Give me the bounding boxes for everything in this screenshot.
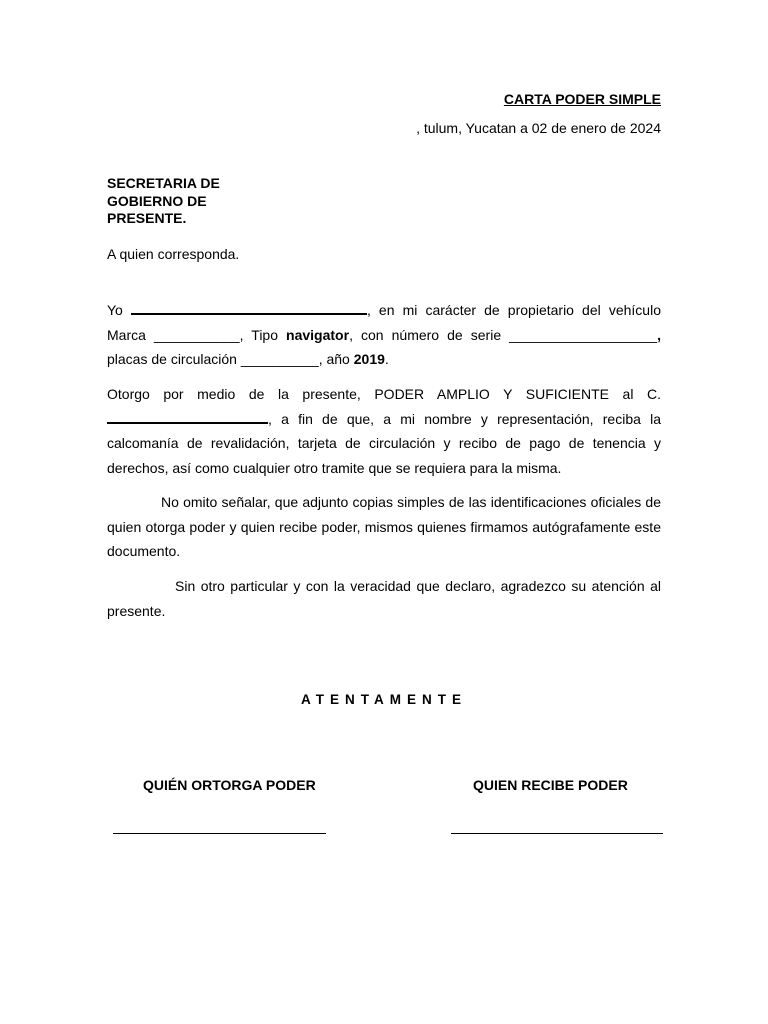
- p4-text: Sin otro particular y con la veracidad que declaro, agradezco su atención al presente.: [107, 578, 661, 619]
- p1-after-tipo: , con número de serie ___________________: [349, 326, 658, 343]
- attorney-name-blank: [107, 422, 268, 424]
- paragraph-power: [107, 382, 661, 480]
- p2-after-blank: , a fin de que, a mi nombre y representación, reciba la calcomanía de revalidación, tarjeta de circulación y recibo de pago de tenencia y derechos, así como cualquier otro tramite que se requiera para la misma.: [107, 410, 661, 476]
- owner-name-blank: [131, 313, 367, 315]
- p3-text: No omito señalar, que adjunto copias simples de las identificaciones oficiales de quien otorga poder y quien recibe poder, mismos quienes firmamos autógrafamente este documento.: [107, 494, 661, 559]
- addressee-line-2: GOBIERNO DE: [107, 192, 207, 209]
- signature-line-receiver: [451, 833, 663, 834]
- p1-yo: Yo: [107, 302, 131, 318]
- addressee-line-3: PRESENTE.: [107, 210, 187, 226]
- p1-comma: ,: [657, 326, 661, 343]
- vehicle-year: 2019: [353, 351, 385, 367]
- vehicle-type: navigator: [286, 326, 350, 343]
- salutation: A quien corresponda.: [107, 246, 240, 262]
- paragraph-closing: [107, 574, 661, 623]
- signature-label-receiver: QUIEN RECIBE PODER: [473, 777, 628, 793]
- signature-label-grantor: QUIÉN ORTORGA PODER: [143, 777, 316, 793]
- paragraph-copies: [107, 490, 661, 564]
- addressee-block: [107, 175, 220, 228]
- addressee-line-1: SECRETARIA DE: [107, 175, 220, 191]
- p1-end: .: [384, 351, 389, 367]
- closing-atentamente: ATENTAMENTE: [301, 692, 467, 707]
- paragraph-owner: [107, 298, 661, 372]
- p1-placas: placas de circulación __________, año: [107, 351, 354, 367]
- signature-line-grantor: [113, 833, 326, 834]
- date-line: , tulum, Yucatan a 02 de enero de 2024: [416, 120, 661, 136]
- p1-after-name: , en mi carácter de propietario del vehículo Marca ___________, Tipo: [107, 302, 661, 343]
- document-title: CARTA PODER SIMPLE: [503, 91, 661, 107]
- p2-start: Otorgo por medio de la presente, PODER AMPLIO Y SUFICIENTE al C.: [107, 386, 661, 402]
